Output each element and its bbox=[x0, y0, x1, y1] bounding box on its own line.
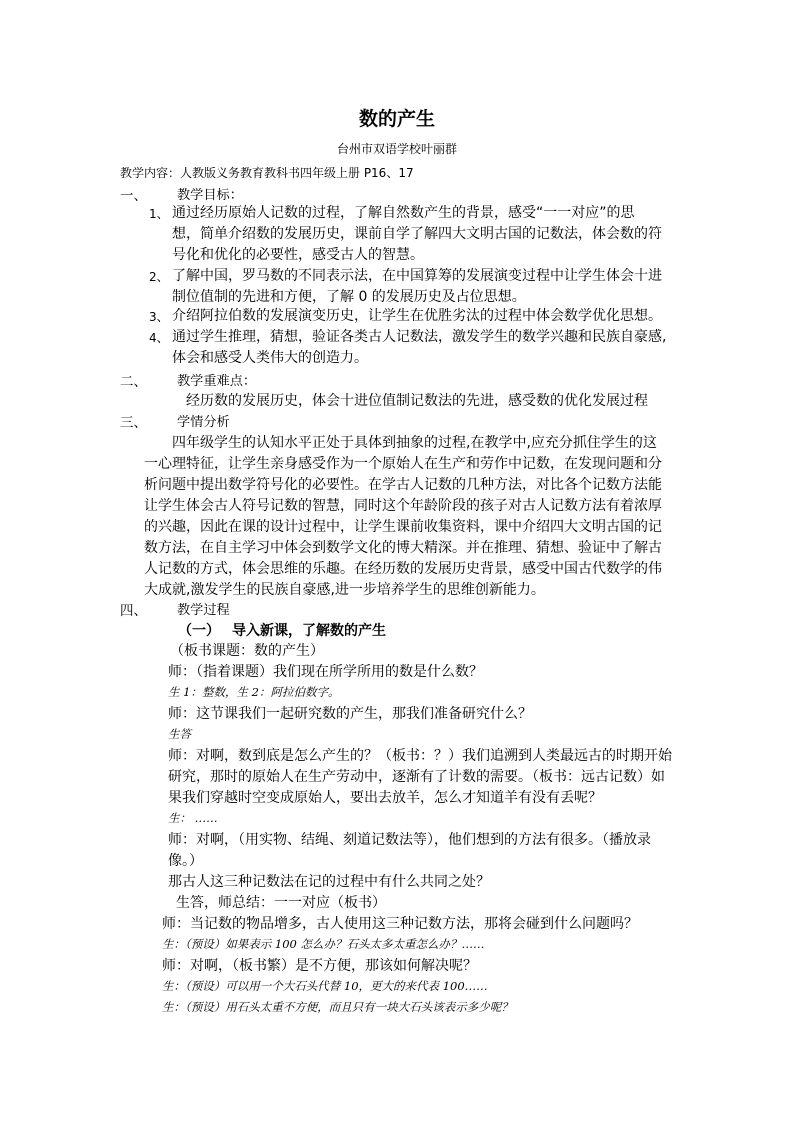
content-line: 教学内容：人教版义务教育教科书四年级上册 P16、17 bbox=[120, 166, 414, 180]
process-line-4: 师：这节课我们一起研究数的产生，那我们准备研究什么？ bbox=[168, 706, 532, 722]
analysis-line-5: 的兴趣，因此在课的设计过程中，让学生课前收集资料，课中介绍四大文明古国的记 bbox=[144, 519, 662, 535]
goal-4-line-1: 通过学生推理，猜想，验证各类古人记数法，激发学生的数学兴趣和民族自豪感, bbox=[172, 329, 667, 345]
goal-2-number: 2、 bbox=[149, 270, 169, 284]
section-3-number: 三、 bbox=[120, 415, 147, 431]
goal-3-line-1: 介绍阿拉伯数的发展演变历史，让学生在优胜劣汰的过程中体会数学优化思想。 bbox=[172, 308, 662, 324]
process-line-18: 生：（预设）用石头太重不方便，而且只有一块大石头该表示多少呢？ bbox=[162, 1000, 513, 1014]
goal-3-number: 3、 bbox=[149, 310, 169, 324]
process-line-14: 师：当记数的物品增多，古人使用这三种记数方法，那将会碰到什么问题吗？ bbox=[162, 916, 638, 932]
section-1-number: 一、 bbox=[120, 188, 147, 204]
goal-2-line-1: 了解中国，罗马数的不同表示法，在中国算筹的发展演变过程中让学生体会十进 bbox=[172, 268, 662, 284]
goal-1-number: 1、 bbox=[149, 207, 169, 221]
process-line-13: 生答，师总结：一一对应（板书） bbox=[176, 895, 386, 911]
process-line-7: 研究，那时的原始人在生产劳动中，逐渐有了计数的需要。（板书：远古记数）如 bbox=[168, 769, 665, 785]
process-line-8: 果我们穿越时空变成原始人，要出去放羊，怎么才知道羊有没有丢呢？ bbox=[168, 790, 602, 806]
process-line-2: 师：（指着课题）我们现在所学所用的数是什么数？ bbox=[168, 664, 483, 680]
goal-1-line-1: 通过经历原始人记数的过程，了解自然数产生的背景，感受“一一对应”的思 bbox=[172, 205, 635, 221]
section-1-heading: 教学目标： bbox=[177, 188, 243, 203]
analysis-line-4: 让学生体会古人符号记数的智慧，同时这个年龄阶段的孩子对古人记数方法有着浓厚 bbox=[144, 498, 662, 514]
section-2-heading: 教学重难点： bbox=[177, 374, 257, 389]
analysis-line-8: 大成就,激发学生的民族自豪感,进一步培养学生的思维创新能力。 bbox=[144, 582, 545, 598]
process-line-11: 像。） bbox=[168, 853, 203, 869]
process-line-17: 生：（预设）可以用一个大石头代替 10，更大的来代表 100…… bbox=[162, 979, 488, 993]
process-line-9: 生： …… bbox=[168, 811, 218, 825]
analysis-line-6: 数方法，在自主学习中体会到数学文化的博大精深。并在推理、猜想、验证中了解古 bbox=[144, 540, 662, 556]
analysis-line-3: 析问题中提出数学符号化的必要性。在学古人记数的几种方法，对比各个记数方法能 bbox=[144, 477, 662, 493]
goal-2-line-2: 制位值制的先进和方便，了解 0 的发展历史及占位思想。 bbox=[172, 289, 526, 305]
process-line-12: 那古人这三种记数法在记的过程中有什么共同之处？ bbox=[168, 874, 490, 890]
process-line-5: 生答 bbox=[168, 727, 191, 741]
analysis-line-2: 一心理特征，让学生亲身感受作为一个原始人在生产和劳作中记数，在发现问题和分 bbox=[144, 456, 662, 472]
process-line-10: 师：对啊，（用实物、结绳、刻道记数法等），他们想到的方法有很多。（播放录 bbox=[168, 832, 651, 848]
author-line: 台州市双语学校叶丽群 bbox=[336, 142, 457, 156]
process-line-1: （板书课题：数的产生） bbox=[170, 643, 324, 659]
goal-1-line-2: 想，简单介绍数的发展历史，课前自学了解四大文明古国的记数法，体会数的符 bbox=[172, 226, 662, 242]
page-title: 数的产生 bbox=[358, 108, 435, 130]
goal-4-number: 4、 bbox=[149, 331, 169, 345]
goal-4-line-2: 体会和感受人类伟大的创造力。 bbox=[172, 350, 368, 366]
process-line-15: 生：（预设）如果表示 100 怎么办？石头太多太重怎么办？…… bbox=[162, 937, 485, 951]
section-2-number: 二、 bbox=[120, 374, 147, 390]
analysis-line-7: 人记数的方式，体会思维的乐趣。在经历数的发展历史背景，感受中国古代数学的伟 bbox=[144, 561, 662, 577]
key-points-text: 经历数的发展历史，体会十进位值制记数法的先进，感受数的优化发展过程 bbox=[186, 393, 648, 409]
subsection-heading: 导入新课，了解数的产生 bbox=[232, 623, 386, 639]
section-4-heading: 教学过程 bbox=[177, 603, 230, 618]
process-line-16: 师：对啊，（板书繁）是不方便，那该如何解决呢？ bbox=[162, 958, 477, 974]
section-3-heading: 学情分析 bbox=[177, 415, 230, 430]
process-line-3: 生 1：整数，生 2：阿拉伯数字。 bbox=[168, 685, 340, 699]
goal-1-line-3: 号化和优化的必要性，感受古人的智慧。 bbox=[172, 247, 424, 263]
subsection-number: （一） bbox=[178, 623, 220, 639]
process-line-6: 师：对啊，数到底是怎么产生的？（板书：？）我们追溯到人类最远古的时期开始 bbox=[168, 748, 672, 764]
section-4-number: 四、 bbox=[120, 603, 147, 619]
analysis-line-1: 四年级学生的认知水平正处于具体到抽象的过程,在教学中,应充分抓住学生的这 bbox=[172, 435, 657, 451]
